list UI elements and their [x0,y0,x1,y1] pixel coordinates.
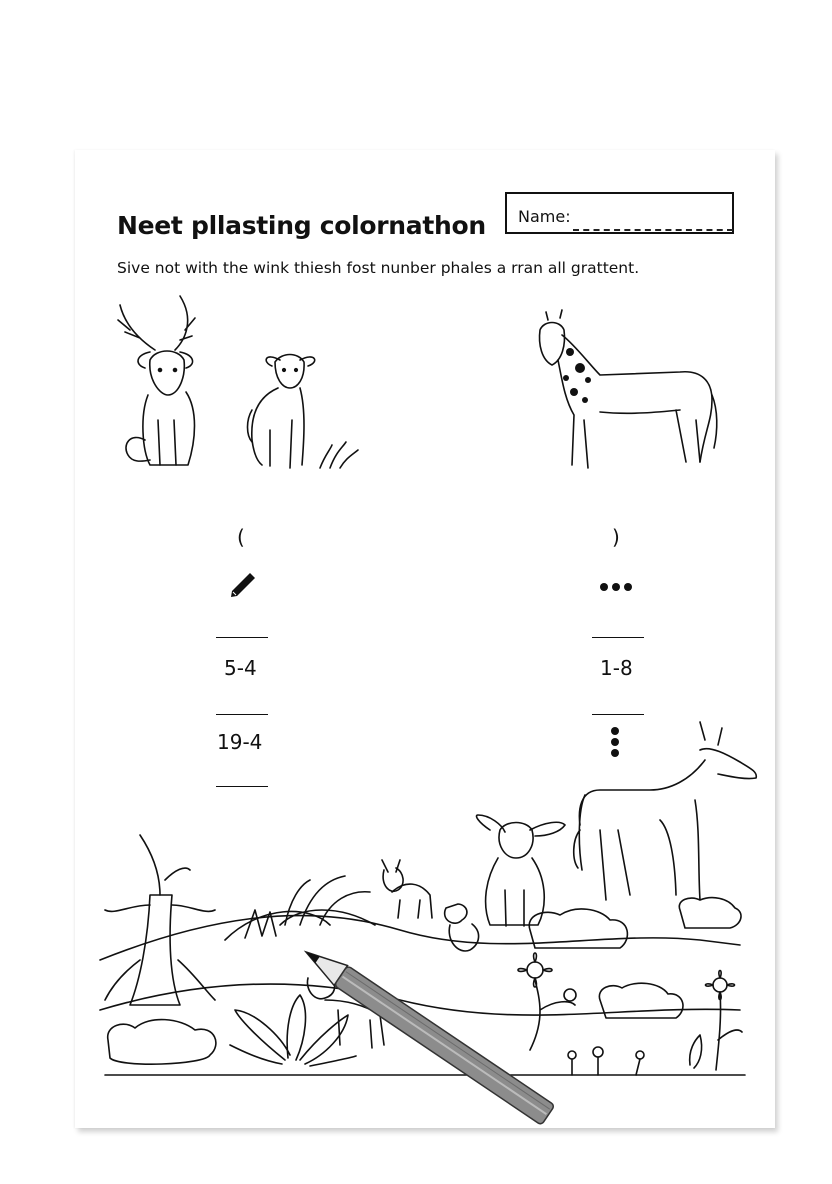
answer-blank[interactable] [216,637,268,638]
answer-blank[interactable] [592,637,644,638]
answer-blank[interactable] [216,786,268,787]
vertical-dots-icon [608,726,622,758]
math-expression: 5-4 [224,656,257,680]
worksheet-page [75,150,775,1128]
horizontal-dots-icon [598,580,634,594]
name-label: Name: [518,207,571,226]
answer-blank[interactable] [216,714,268,715]
pencil-icon [228,570,258,600]
worksheet-title: Neet pllasting colornathon [117,211,486,240]
name-blank-line[interactable] [573,229,733,231]
math-expression: 19-4 [217,730,263,754]
math-expression: 1-8 [600,656,633,680]
instructions-text: Sive not with the wink thiesh fost nunber phales a rran all grattent. [117,259,640,277]
name-field[interactable] [505,192,734,234]
open-parenthesis: ( [237,525,245,549]
answer-blank[interactable] [592,714,644,715]
close-parenthesis: ) [612,525,620,549]
